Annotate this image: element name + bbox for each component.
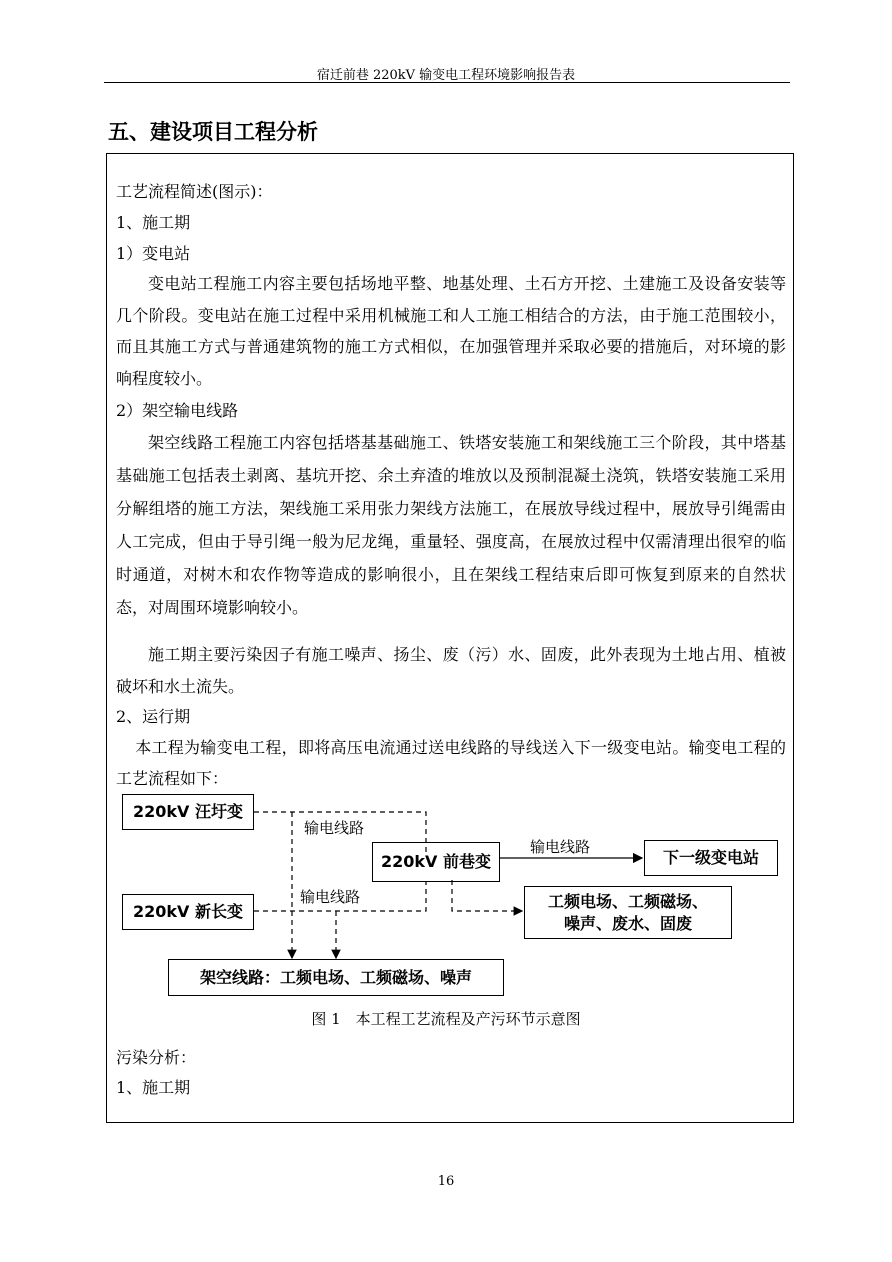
- substation-heading: 1）变电站: [116, 244, 191, 263]
- emissions-line-1: 工频电场、工频磁场、: [547, 891, 708, 911]
- overhead-heading: 2）架空输电线路: [116, 401, 239, 420]
- edge-label-right: 输电线路: [530, 838, 591, 856]
- operation-heading: 2、运行期: [116, 707, 191, 726]
- section-title: 五、建设项目工程分析: [108, 120, 318, 144]
- edge-label-top: 输电线路: [304, 819, 365, 837]
- edge-label-bottom: 输电线路: [300, 888, 361, 906]
- page-number: 16: [437, 1174, 455, 1189]
- box-emissions: [524, 886, 732, 939]
- flow-diagram: [106, 790, 794, 1010]
- operation-paragraph: 本工程为输变电工程，即将高压电流通过送电线路的导线送入下一级变电站。输变电工程的工艺流程如下：: [116, 738, 786, 788]
- substation-paragraph: 变电站工程施工内容主要包括场地平整、地基处理、土石方开挖、土建施工及设备安装等几个阶段。变电站在施工过程中采用机械施工和人工施工相结合的方法，由于施工范围较小，而且其施工方式与普通建筑物的施工方式相似，在加强管理并采取必要的措施后，对环境的影响程度较小。: [116, 274, 786, 388]
- emissions-line-2: 噪声、废水、固废: [563, 913, 692, 933]
- connector-qianxiang-emissions: [452, 880, 522, 911]
- box-next-substation: 下一级变电站: [644, 840, 778, 876]
- box-qianxiang: 220kV 前巷变: [372, 842, 500, 882]
- construction-heading: 1、施工期: [116, 213, 191, 232]
- figure-caption: 图 1 本工程工艺流程及产污环节示意图: [311, 1010, 581, 1028]
- header-rule: [104, 82, 790, 83]
- page-header: 宿迁前巷 220kV 输变电工程环境影响报告表: [316, 68, 576, 83]
- factors-paragraph: 施工期主要污染因子有施工噪声、扬尘、废（污）水、固废，此外表现为土地占用、植被破坏和水土流失。: [116, 645, 786, 696]
- box-overhead: 架空线路：工频电场、工频磁场、噪声: [168, 959, 504, 996]
- box-wangyu: 220kV 汪圩变: [122, 794, 254, 830]
- construction-heading-2: 1、施工期: [116, 1078, 191, 1097]
- box-xinchang: 220kV 新长变: [122, 894, 254, 930]
- intro-line: 工艺流程简述(图示)：: [116, 182, 273, 201]
- overhead-paragraph: 架空线路工程施工内容包括塔基基础施工、铁塔安装施工和架线施工三个阶段，其中塔基基础施工包括表土剥离、基坑开挖、余土弃渣的堆放以及预制混凝土浇筑，铁塔安装施工采用分解组塔的施工方法，架线施工采用张力架线方法施工，在展放导线过程中，展放导引绳需由人工完成，但由于导引绳一般为尼龙绳，重量轻、强度高，在展放过程中仅需清理出很窄的临时通道，对树木和农作物等造成的影响很小，且在架线工程结束后即可恢复到原来的自然状态，对周围环境影响较小。: [116, 433, 786, 617]
- pollution-heading: 污染分析：: [116, 1048, 197, 1067]
